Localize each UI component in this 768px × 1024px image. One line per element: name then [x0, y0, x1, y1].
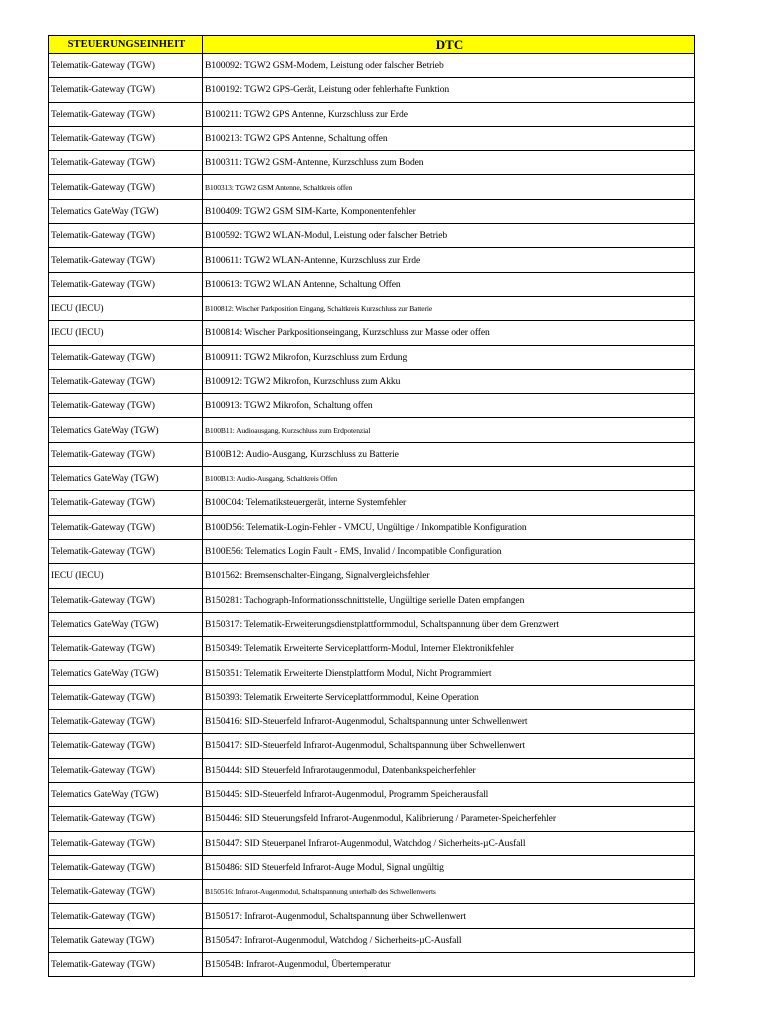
cell-control-unit: Telematik-Gateway (TGW): [49, 734, 203, 758]
cell-dtc: B150516: Infrarot-Augenmodul, Schaltspannung unterhalb des Schwellenwerts: [203, 880, 695, 904]
cell-dtc: B100409: TGW2 GSM SIM-Karte, Komponentenfehler: [203, 199, 695, 223]
table-row: [49, 661, 695, 685]
table-row: [49, 807, 695, 831]
cell-dtc: B15054B: Infrarot-Augenmodul, Übertemperatur: [203, 952, 695, 976]
table-row: [49, 539, 695, 563]
cell-dtc: B100814: Wischer Parkpositionseingang, Kurzschluss zur Masse oder offen: [203, 321, 695, 345]
cell-control-unit: Telematik-Gateway (TGW): [49, 952, 203, 976]
table-row: [49, 904, 695, 928]
cell-control-unit: Telematics GateWay (TGW): [49, 612, 203, 636]
cell-control-unit: Telematik-Gateway (TGW): [49, 710, 203, 734]
table-row: [49, 248, 695, 272]
table-row: [49, 126, 695, 150]
cell-control-unit: Telematik-Gateway (TGW): [49, 880, 203, 904]
cell-dtc: B100C04: Telematiksteuergerät, interne Systemfehler: [203, 491, 695, 515]
cell-dtc: B150351: Telematik Erweiterte Dienstplattform Modul, Nicht Programmiert: [203, 661, 695, 685]
table-row: [49, 418, 695, 442]
table-row: [49, 564, 695, 588]
cell-dtc: B150417: SID-Steuerfeld Infrarot-Augenmodul, Schaltspannung über Schwellenwert: [203, 734, 695, 758]
table-row: [49, 54, 695, 78]
table-row: [49, 831, 695, 855]
cell-control-unit: Telematik-Gateway (TGW): [49, 345, 203, 369]
table-row: [49, 102, 695, 126]
cell-dtc: B100192: TGW2 GPS-Gerät, Leistung oder fehlerhafte Funktion: [203, 78, 695, 102]
table-row: [49, 637, 695, 661]
table-row: [49, 175, 695, 199]
header-dtc: DTC: [203, 36, 695, 54]
cell-control-unit: Telematik-Gateway (TGW): [49, 272, 203, 296]
table-row: [49, 880, 695, 904]
cell-control-unit: Telematik-Gateway (TGW): [49, 224, 203, 248]
table-row: [49, 685, 695, 709]
cell-control-unit: Telematics GateWay (TGW): [49, 467, 203, 491]
cell-control-unit: Telematik-Gateway (TGW): [49, 369, 203, 393]
cell-dtc: B100211: TGW2 GPS Antenne, Kurzschluss zur Erde: [203, 102, 695, 126]
table-row: [49, 928, 695, 952]
cell-dtc: B100912: TGW2 Mikrofon, Kurzschluss zum Akku: [203, 369, 695, 393]
table-row: [49, 224, 695, 248]
cell-dtc: B100611: TGW2 WLAN-Antenne, Kurzschluss zur Erde: [203, 248, 695, 272]
cell-dtc: B100812: Wischer Parkposition Eingang, Schaltkreis Kurzschluss zur Batterie: [203, 296, 695, 320]
cell-control-unit: Telematik-Gateway (TGW): [49, 248, 203, 272]
cell-dtc: B150281: Tachograph-Informationsschnittstelle, Ungültige serielle Daten empfangen: [203, 588, 695, 612]
cell-control-unit: Telematik-Gateway (TGW): [49, 831, 203, 855]
table-row: [49, 442, 695, 466]
table-row: [49, 515, 695, 539]
cell-dtc: B150446: SID Steuerungsfeld Infrarot-Augenmodul, Kalibrierung / Parameter-Speicherfehler: [203, 807, 695, 831]
cell-dtc: B100B12: Audio-Ausgang, Kurzschluss zu Batterie: [203, 442, 695, 466]
table-row: [49, 78, 695, 102]
cell-dtc: B100D56: Telematik-Login-Fehler - VMCU, Ungültige / Inkompatible Konfiguration: [203, 515, 695, 539]
cell-control-unit: IECU (IECU): [49, 296, 203, 320]
table-header-row: [49, 36, 695, 54]
cell-dtc: B150547: Infrarot-Augenmodul, Watchdog / Sicherheits-µC-Ausfall: [203, 928, 695, 952]
cell-control-unit: Telematik-Gateway (TGW): [49, 491, 203, 515]
cell-control-unit: Telematik-Gateway (TGW): [49, 151, 203, 175]
cell-dtc: B150393: Telematik Erweiterte Serviceplattformmodul, Keine Operation: [203, 685, 695, 709]
cell-dtc: B150486: SID Steuerfeld Infrarot-Auge Modul, Signal ungültig: [203, 855, 695, 879]
table-row: [49, 321, 695, 345]
cell-control-unit: Telematik-Gateway (TGW): [49, 685, 203, 709]
cell-dtc: B100E56: Telematics Login Fault - EMS, Invalid / Incompatible Configuration: [203, 539, 695, 563]
table-row: [49, 491, 695, 515]
cell-dtc: B150517: Infrarot-Augenmodul, Schaltspannung über Schwellenwert: [203, 904, 695, 928]
cell-dtc: B150444: SID Steuerfeld Infrarotaugenmodul, Datenbankspeicherfehler: [203, 758, 695, 782]
cell-control-unit: Telematik-Gateway (TGW): [49, 175, 203, 199]
cell-control-unit: Telematik-Gateway (TGW): [49, 442, 203, 466]
table-row: [49, 855, 695, 879]
cell-control-unit: Telematik-Gateway (TGW): [49, 758, 203, 782]
cell-control-unit: Telematics GateWay (TGW): [49, 199, 203, 223]
table-row: [49, 782, 695, 806]
cell-dtc: B100913: TGW2 Mikrofon, Schaltung offen: [203, 394, 695, 418]
cell-dtc: B150447: SID Steuerpanel Infrarot-Augenmodul, Watchdog / Sicherheits-µC-Ausfall: [203, 831, 695, 855]
table-row: [49, 345, 695, 369]
dtc-table: [48, 35, 695, 977]
cell-dtc: B100313: TGW2 GSM Antenne, Schaltkreis offen: [203, 175, 695, 199]
cell-control-unit: Telematik-Gateway (TGW): [49, 54, 203, 78]
cell-dtc: B100213: TGW2 GPS Antenne, Schaltung offen: [203, 126, 695, 150]
cell-dtc: B150445: SID-Steuerfeld Infrarot-Augenmodul, Programm Speicherausfall: [203, 782, 695, 806]
table-row: [49, 151, 695, 175]
table-row: [49, 612, 695, 636]
cell-control-unit: IECU (IECU): [49, 321, 203, 345]
table-row: [49, 296, 695, 320]
table-row: [49, 758, 695, 782]
cell-control-unit: IECU (IECU): [49, 564, 203, 588]
cell-dtc: B101562: Bremsenschalter-Eingang, Signalvergleichsfehler: [203, 564, 695, 588]
cell-control-unit: Telematik-Gateway (TGW): [49, 126, 203, 150]
cell-dtc: B100092: TGW2 GSM-Modem, Leistung oder falscher Betrieb: [203, 54, 695, 78]
cell-control-unit: Telematik-Gateway (TGW): [49, 102, 203, 126]
cell-control-unit: Telematics GateWay (TGW): [49, 418, 203, 442]
cell-dtc: B100311: TGW2 GSM-Antenne, Kurzschluss zum Boden: [203, 151, 695, 175]
table-row: [49, 394, 695, 418]
cell-control-unit: Telematics GateWay (TGW): [49, 661, 203, 685]
cell-dtc: B150349: Telematik Erweiterte Serviceplattform-Modul, Interner Elektronikfehler: [203, 637, 695, 661]
cell-dtc: B150317: Telematik-Erweiterungsdienstplattformmodul, Schaltspannung über dem Grenzwert: [203, 612, 695, 636]
cell-control-unit: Telematik-Gateway (TGW): [49, 807, 203, 831]
header-control-unit: STEUERUNGSEINHEIT: [49, 36, 203, 54]
table-row: [49, 272, 695, 296]
table-row: [49, 199, 695, 223]
cell-control-unit: Telematik-Gateway (TGW): [49, 539, 203, 563]
table-row: [49, 734, 695, 758]
cell-dtc: B100B13: Audio-Ausgang, Schaltkreis Offen: [203, 467, 695, 491]
table-row: [49, 467, 695, 491]
cell-control-unit: Telematik-Gateway (TGW): [49, 588, 203, 612]
table-row: [49, 588, 695, 612]
cell-control-unit: Telematics GateWay (TGW): [49, 782, 203, 806]
cell-control-unit: Telematik-Gateway (TGW): [49, 855, 203, 879]
cell-control-unit: Telematik-Gateway (TGW): [49, 78, 203, 102]
cell-dtc: B100613: TGW2 WLAN Antenne, Schaltung Offen: [203, 272, 695, 296]
table-row: [49, 952, 695, 976]
cell-dtc: B150416: SID-Steuerfeld Infrarot-Augenmodul, Schaltspannung unter Schwellenwert: [203, 710, 695, 734]
cell-dtc: B100592: TGW2 WLAN-Modul, Leistung oder falscher Betrieb: [203, 224, 695, 248]
cell-control-unit: Telematik-Gateway (TGW): [49, 515, 203, 539]
cell-dtc: B100B11: Audioausgang, Kurzschluss zum Erdpotenzial: [203, 418, 695, 442]
cell-control-unit: Telematik-Gateway (TGW): [49, 394, 203, 418]
table-row: [49, 369, 695, 393]
cell-control-unit: Telematik-Gateway (TGW): [49, 637, 203, 661]
cell-control-unit: Telematik Gateway (TGW): [49, 928, 203, 952]
cell-control-unit: Telematik-Gateway (TGW): [49, 904, 203, 928]
cell-dtc: B100911: TGW2 Mikrofon, Kurzschluss zum Erdung: [203, 345, 695, 369]
table-row: [49, 710, 695, 734]
